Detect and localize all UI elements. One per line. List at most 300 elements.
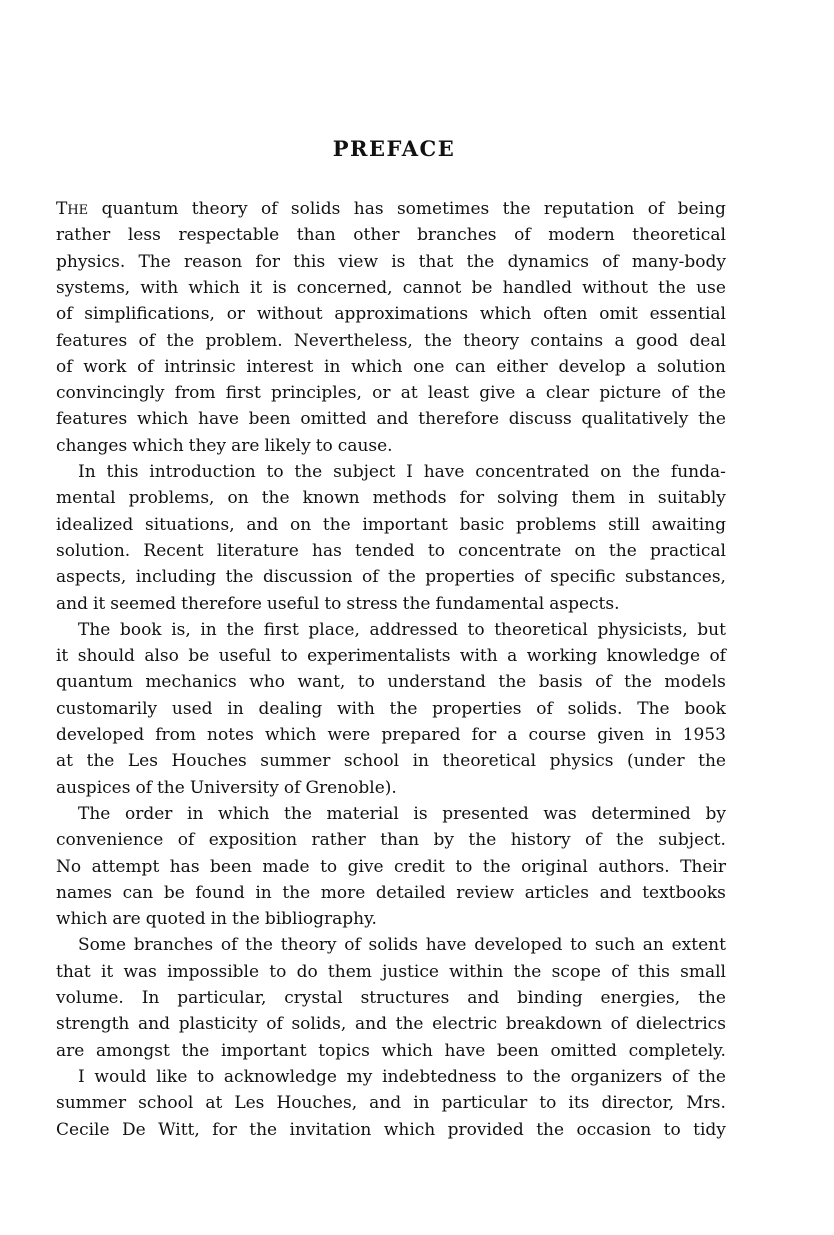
word: to: [320, 856, 338, 877]
word: awaiting: [651, 514, 726, 535]
word: which: [132, 435, 184, 456]
word: for: [459, 488, 485, 509]
word: models: [664, 672, 726, 693]
word: theoretical: [442, 751, 537, 772]
word: the: [498, 672, 527, 693]
word: The: [78, 619, 111, 640]
word: has: [353, 199, 384, 219]
word: develop: [558, 356, 626, 377]
word: to: [324, 593, 342, 614]
word: of: [610, 1014, 628, 1035]
word: to: [280, 646, 298, 667]
word: other: [353, 225, 400, 246]
word: idealized: [56, 514, 134, 535]
word: summer: [56, 1093, 127, 1114]
word: of: [671, 1066, 689, 1087]
word: the: [226, 619, 255, 640]
word: subject.: [658, 830, 726, 851]
word: names: [56, 882, 112, 903]
word: introduction: [149, 462, 256, 482]
word: reason: [183, 251, 243, 272]
word: to: [315, 435, 333, 456]
word: seemed: [110, 593, 177, 614]
word: Nevertheless,: [293, 330, 413, 351]
text-line: [56, 775, 726, 801]
text-line: [56, 1090, 726, 1116]
word: for: [471, 725, 497, 745]
word: by: [433, 830, 454, 851]
word: the: [282, 882, 311, 903]
word: do: [296, 961, 318, 982]
word: sometimes: [396, 199, 490, 219]
word: aspects.: [549, 593, 620, 614]
word: topics: [318, 1040, 370, 1061]
word: director,: [601, 1093, 675, 1114]
word: attempt: [91, 856, 160, 877]
word: problem.: [205, 330, 283, 351]
word: than: [380, 830, 420, 851]
word: of: [138, 330, 156, 351]
word: which: [218, 803, 270, 824]
word: one: [413, 356, 445, 377]
text-line: [56, 512, 726, 538]
word: the: [166, 330, 195, 351]
word: picture: [599, 383, 662, 404]
word: the: [624, 672, 652, 693]
word: on: [289, 514, 312, 535]
word: textbooks: [642, 882, 726, 903]
word: rather: [311, 830, 366, 851]
text-line: [56, 301, 726, 327]
text-line: [56, 328, 726, 354]
word: want,: [297, 672, 346, 693]
word: made: [262, 856, 310, 877]
text-line: [56, 564, 726, 590]
word: at: [205, 1093, 223, 1114]
word: give: [479, 383, 516, 404]
word: Their: [680, 856, 726, 877]
word: that: [418, 251, 454, 272]
word: has: [169, 856, 200, 877]
word: Cecile: [56, 1119, 110, 1140]
word: I: [78, 1066, 85, 1087]
word: is: [272, 277, 287, 298]
word: the: [698, 1066, 726, 1087]
word: them: [571, 488, 616, 509]
word: aspects,: [56, 567, 127, 588]
text-line: [78, 932, 726, 958]
word: the: [261, 488, 290, 509]
word: in: [227, 698, 244, 719]
word: problems: [515, 514, 597, 535]
word: the: [395, 1014, 424, 1035]
word: authors.: [598, 856, 670, 877]
word: with: [459, 646, 498, 667]
word: Mrs.: [686, 1093, 726, 1114]
word: or: [226, 304, 246, 325]
word: which: [136, 409, 189, 430]
word: fundamental: [435, 593, 545, 614]
word: handled: [502, 277, 572, 298]
word: of: [536, 698, 553, 719]
word: useful: [266, 593, 320, 614]
word: including: [135, 567, 217, 588]
word: they: [188, 435, 227, 456]
word: the: [658, 277, 686, 298]
word: the: [502, 199, 531, 219]
word: solids.: [567, 698, 623, 719]
word: on: [574, 540, 596, 561]
word: more: [320, 882, 366, 903]
word: modern: [548, 225, 615, 246]
word: summer: [260, 751, 331, 772]
word: of: [220, 935, 238, 956]
word: the: [402, 593, 431, 614]
word: qualitatively: [581, 409, 689, 430]
word: less: [127, 225, 161, 246]
word: the: [322, 514, 351, 535]
word: extent: [671, 935, 726, 956]
word: which: [264, 725, 317, 745]
word: which: [56, 909, 108, 930]
word: within: [449, 961, 504, 982]
word: of: [266, 1014, 283, 1035]
word: the: [86, 751, 115, 772]
word: understand: [387, 672, 486, 693]
word: cannot: [402, 277, 462, 298]
word: of: [177, 830, 195, 851]
word: it: [56, 646, 69, 667]
word: which: [383, 1119, 436, 1140]
word: a: [525, 383, 536, 404]
word: mechanics: [145, 672, 237, 693]
text-line: [78, 801, 726, 827]
word: solving: [497, 488, 559, 509]
word: I: [406, 462, 413, 482]
word: notes: [207, 725, 254, 745]
word: electric: [432, 1014, 498, 1035]
word: basis: [538, 672, 583, 693]
word: theoretical: [494, 619, 588, 640]
word: the: [698, 751, 726, 772]
word: it: [100, 961, 114, 982]
word: presented: [442, 803, 529, 824]
word: the: [468, 830, 497, 851]
small-caps-word: THE: [56, 199, 89, 219]
word: (under: [627, 751, 685, 772]
word: specific: [550, 567, 616, 588]
word: original: [521, 856, 588, 877]
word: history: [510, 830, 571, 851]
word: for: [255, 251, 281, 272]
word: have: [425, 935, 467, 956]
word: physics: [549, 751, 614, 772]
word: useful: [218, 646, 272, 667]
word: 1953: [682, 725, 726, 745]
word: to: [506, 1066, 524, 1087]
word: clear: [545, 383, 590, 404]
word: theory: [191, 199, 248, 219]
word: of: [260, 199, 278, 219]
word: branches: [133, 935, 214, 956]
word: of: [611, 961, 628, 982]
word: likely: [264, 435, 311, 456]
word: with: [337, 698, 375, 719]
word: convincingly: [56, 383, 165, 404]
word: volume.: [56, 988, 124, 1008]
word: concerned,: [296, 277, 393, 298]
word: omitted: [550, 1040, 617, 1061]
word: at: [400, 383, 418, 404]
word: deal: [689, 330, 726, 351]
word: review: [456, 882, 515, 903]
word: the: [466, 251, 495, 272]
word: been: [248, 409, 291, 430]
text-line: [56, 906, 726, 932]
text-line: [56, 1011, 726, 1037]
word: in: [255, 882, 272, 903]
word: a: [636, 356, 647, 377]
word: mental: [56, 488, 116, 509]
word: credit: [394, 856, 445, 877]
word: discussion: [262, 567, 353, 588]
word: therefore: [418, 409, 500, 430]
word: bibliography.: [264, 909, 377, 930]
word: given: [597, 725, 645, 745]
word: which: [479, 304, 532, 325]
word: articles: [524, 882, 589, 903]
word: and: [599, 882, 632, 903]
word: exposition: [208, 830, 298, 851]
word: course: [528, 725, 587, 745]
word: quoted: [145, 909, 206, 930]
word: is,: [171, 619, 191, 640]
word: branches: [417, 225, 497, 246]
word: changes: [56, 435, 128, 456]
word: theory: [463, 330, 520, 351]
word: in: [412, 751, 429, 772]
word: it: [92, 593, 106, 614]
word: prepared: [381, 725, 461, 745]
word: solids: [290, 199, 341, 219]
word: in: [200, 619, 217, 640]
word: invitation: [289, 1119, 372, 1140]
word: occasion: [576, 1119, 652, 1140]
word: the: [698, 409, 726, 430]
word: and: [354, 1014, 387, 1035]
word: often: [543, 304, 588, 325]
word: provided: [447, 1119, 524, 1140]
word: contains: [530, 330, 604, 351]
word: place,: [308, 619, 360, 640]
word: experimentalists: [307, 646, 451, 667]
word: this: [106, 462, 139, 482]
word: crystal: [284, 988, 343, 1008]
word: the: [632, 462, 661, 482]
word: situations,: [144, 514, 235, 535]
word: can: [122, 882, 154, 903]
word: them: [327, 961, 372, 982]
word: give: [347, 856, 384, 877]
word: basic: [459, 514, 505, 535]
word: are: [231, 435, 260, 456]
word: Les: [234, 1093, 265, 1114]
text-line: [78, 1064, 726, 1090]
word: developed: [474, 935, 563, 956]
word: cause.: [337, 435, 393, 456]
word: to: [467, 619, 485, 640]
word: subject: [333, 462, 396, 482]
word: funda-: [670, 462, 726, 482]
word: the: [231, 909, 260, 930]
word: knowledge: [606, 646, 700, 667]
word: structures: [360, 988, 450, 1008]
word: the: [225, 567, 254, 588]
word: for: [212, 1119, 237, 1140]
word: book: [684, 698, 726, 719]
word: it: [249, 277, 263, 298]
word: school: [138, 1093, 194, 1114]
word: this: [293, 251, 326, 272]
word: solids,: [291, 1014, 347, 1035]
text-line: [56, 380, 726, 406]
page-title: PREFACE: [332, 136, 456, 161]
word: to: [455, 856, 473, 877]
word: tended: [355, 540, 415, 561]
word: of: [56, 304, 73, 325]
word: would: [94, 1066, 147, 1087]
word: acknowledge: [223, 1066, 337, 1087]
word: indebtedness: [382, 1066, 497, 1087]
word: particular,: [177, 988, 267, 1008]
word: detailed: [375, 882, 446, 903]
word: the: [387, 567, 416, 588]
word: at: [56, 751, 73, 772]
word: developed: [56, 725, 145, 745]
word: literature: [216, 540, 299, 561]
word: in: [655, 725, 672, 745]
text-line: [56, 222, 726, 248]
word: dealing: [258, 698, 323, 719]
word: of: [344, 935, 361, 956]
word: the: [615, 830, 644, 851]
word: order: [124, 803, 173, 824]
word: problems,: [128, 488, 215, 509]
word: features: [56, 330, 128, 351]
word: of: [362, 567, 379, 588]
word: The: [78, 803, 111, 824]
word: physics.: [56, 251, 126, 272]
text-line: [56, 643, 726, 669]
word: the: [533, 1066, 561, 1087]
text-line: [56, 696, 726, 722]
word: in: [628, 488, 645, 509]
text-line: [56, 354, 726, 380]
word: rather: [56, 225, 111, 246]
word: quantum: [56, 672, 133, 693]
word: essential: [649, 304, 726, 325]
word: dynamics: [507, 251, 589, 272]
word: the: [294, 462, 323, 482]
word: on: [600, 462, 622, 482]
word: the: [424, 330, 452, 351]
word: also: [144, 646, 179, 667]
word: systems,: [56, 277, 131, 298]
word: without: [582, 277, 648, 298]
text-line: [56, 1038, 726, 1064]
text-line: [56, 196, 726, 224]
text-line: [56, 1117, 726, 1143]
word: the: [536, 1119, 565, 1140]
word: my: [346, 1066, 373, 1087]
word: work: [83, 356, 127, 377]
word: scope: [551, 961, 601, 982]
word: intrinsic: [164, 356, 236, 377]
word: school: [343, 751, 400, 772]
word: but: [697, 619, 726, 640]
word: first: [225, 383, 261, 404]
word: been: [496, 1040, 539, 1061]
word: be: [188, 646, 210, 667]
word: tidy: [693, 1119, 726, 1140]
word: such: [594, 935, 636, 956]
word: like: [156, 1066, 188, 1087]
word: therefore: [181, 593, 262, 614]
word: are: [56, 1040, 85, 1061]
word: should: [77, 646, 135, 667]
word: convenience: [56, 830, 164, 851]
word: small: [680, 961, 726, 982]
word: in: [324, 356, 341, 377]
word: is: [413, 803, 428, 824]
word: the: [608, 540, 637, 561]
word: concentrate: [458, 540, 562, 561]
word: either: [496, 356, 548, 377]
word: the: [156, 777, 185, 798]
word: principles,: [271, 383, 362, 404]
word: respectable: [178, 225, 280, 246]
word: substances,: [625, 567, 726, 588]
word: are: [112, 909, 141, 930]
word: or: [372, 383, 391, 404]
word: dielectrics: [635, 1014, 726, 1035]
text-line: [56, 722, 726, 748]
word: been: [210, 856, 252, 877]
word: than: [296, 225, 336, 246]
word: to: [197, 1066, 215, 1087]
word: Houches,: [276, 1093, 358, 1114]
word: omit: [599, 304, 638, 325]
word: suitably: [657, 488, 726, 509]
text-line: [78, 617, 726, 643]
word: binding: [517, 988, 583, 1008]
word: solution: [657, 356, 726, 377]
word: omitted: [300, 409, 367, 430]
word: justice: [382, 961, 439, 982]
word: a: [614, 330, 625, 351]
word: in: [210, 909, 227, 930]
word: determined: [591, 803, 691, 824]
word: the: [249, 1119, 278, 1140]
word: the: [482, 856, 511, 877]
word: Houches: [171, 751, 247, 772]
word: was: [123, 961, 157, 982]
word: to: [357, 672, 375, 693]
word: used: [171, 698, 213, 719]
word: first: [263, 619, 299, 640]
word: of: [709, 646, 726, 667]
word: solids: [368, 935, 418, 956]
